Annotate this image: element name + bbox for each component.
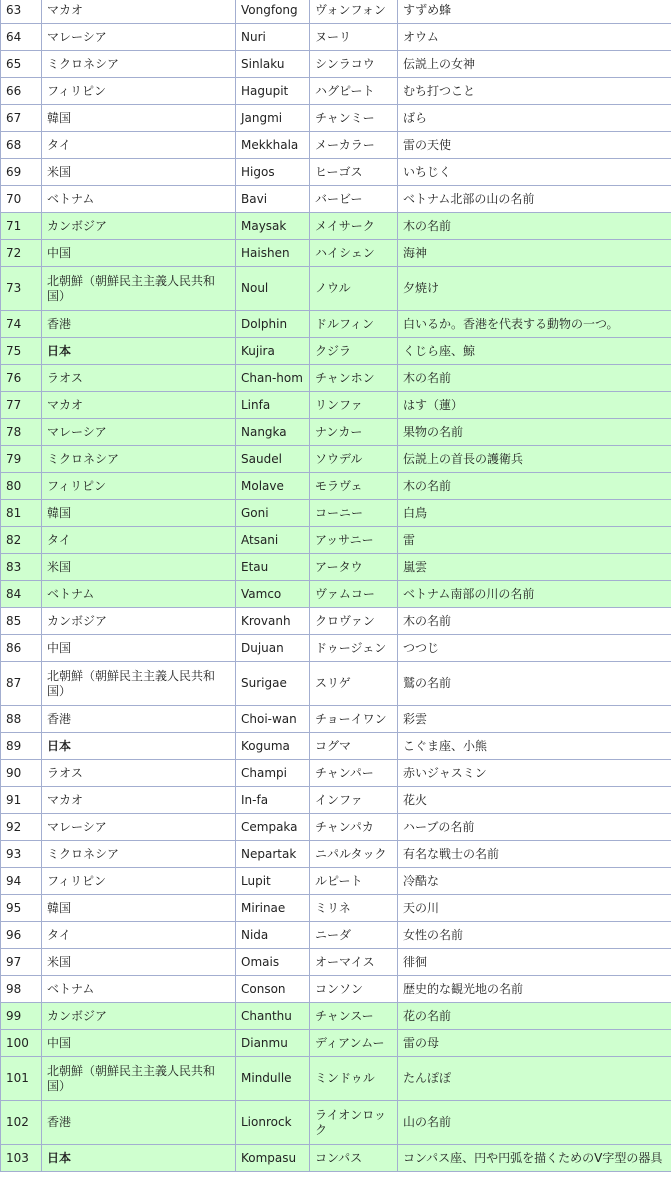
table-row xyxy=(1,365,671,392)
typhoon-name-cell: Saudel xyxy=(236,446,310,473)
meaning-cell: 山の名前 xyxy=(398,1101,671,1145)
katakana-name-cell: ヴォンフォン xyxy=(310,0,398,24)
row-number-cell: 77 xyxy=(1,392,42,419)
meaning-cell: 木の名前 xyxy=(398,608,671,635)
meaning-cell: 夕焼け xyxy=(398,267,671,311)
country-cell: ベトナム xyxy=(42,581,236,608)
katakana-name-cell: ソウデル xyxy=(310,446,398,473)
table-row xyxy=(1,240,671,267)
katakana-name-cell: ナンカー xyxy=(310,419,398,446)
country-cell: 香港 xyxy=(42,1101,236,1145)
typhoon-name-cell: Conson xyxy=(236,976,310,1003)
typhoon-name-cell: Mindulle xyxy=(236,1057,310,1101)
katakana-name-cell: チョーイワン xyxy=(310,706,398,733)
meaning-cell: 天の川 xyxy=(398,895,671,922)
katakana-name-cell: シンラコウ xyxy=(310,51,398,78)
katakana-name-cell: ヌーリ xyxy=(310,24,398,51)
country-cell: ラオス xyxy=(42,760,236,787)
table-row xyxy=(1,608,671,635)
meaning-cell: つつじ xyxy=(398,635,671,662)
meaning-cell: 女性の名前 xyxy=(398,922,671,949)
katakana-name-cell: ドゥージェン xyxy=(310,635,398,662)
meaning-cell: 有名な戦士の名前 xyxy=(398,841,671,868)
table-row xyxy=(1,500,671,527)
meaning-cell: 果物の名前 xyxy=(398,419,671,446)
country-cell: タイ xyxy=(42,527,236,554)
country-cell: フィリピン xyxy=(42,868,236,895)
meaning-cell: ベトナム北部の山の名前 xyxy=(398,186,671,213)
row-number-cell: 83 xyxy=(1,554,42,581)
row-number-cell: 99 xyxy=(1,1003,42,1030)
katakana-name-cell: コンパス xyxy=(310,1145,398,1172)
country-cell: 日本 xyxy=(42,733,236,760)
country-cell: ラオス xyxy=(42,365,236,392)
row-number-cell: 64 xyxy=(1,24,42,51)
katakana-name-cell: ハイシェン xyxy=(310,240,398,267)
country-cell: 北朝鮮（朝鮮民主主義人民共和国） xyxy=(42,1057,236,1101)
table-row xyxy=(1,392,671,419)
meaning-cell: すずめ蜂 xyxy=(398,0,671,24)
meaning-cell: オウム xyxy=(398,24,671,51)
typhoon-name-cell: Krovanh xyxy=(236,608,310,635)
meaning-cell: 嵐雲 xyxy=(398,554,671,581)
katakana-name-cell: ニーダ xyxy=(310,922,398,949)
country-cell: 韓国 xyxy=(42,105,236,132)
typhoon-name-cell: Dianmu xyxy=(236,1030,310,1057)
typhoon-name-cell: Surigae xyxy=(236,662,310,706)
katakana-name-cell: クジラ xyxy=(310,338,398,365)
katakana-name-cell: コンソン xyxy=(310,976,398,1003)
table-row xyxy=(1,51,671,78)
table-row xyxy=(1,868,671,895)
katakana-name-cell: チャンパカ xyxy=(310,814,398,841)
country-cell: 中国 xyxy=(42,240,236,267)
katakana-name-cell: チャンパー xyxy=(310,760,398,787)
table-row xyxy=(1,581,671,608)
typhoon-name-cell: Nuri xyxy=(236,24,310,51)
table-row xyxy=(1,922,671,949)
katakana-name-cell: コグマ xyxy=(310,733,398,760)
country-cell: マレーシア xyxy=(42,814,236,841)
row-number-cell: 70 xyxy=(1,186,42,213)
katakana-name-cell: オーマイス xyxy=(310,949,398,976)
typhoon-name-cell: Maysak xyxy=(236,213,310,240)
country-cell: カンボジア xyxy=(42,1003,236,1030)
table-row xyxy=(1,267,671,311)
row-number-cell: 79 xyxy=(1,446,42,473)
country-cell: ミクロネシア xyxy=(42,446,236,473)
table-row xyxy=(1,419,671,446)
row-number-cell: 100 xyxy=(1,1030,42,1057)
row-number-cell: 103 xyxy=(1,1145,42,1172)
katakana-name-cell: メーカラー xyxy=(310,132,398,159)
typhoon-name-cell: Chanthu xyxy=(236,1003,310,1030)
country-cell: 韓国 xyxy=(42,895,236,922)
table-row xyxy=(1,1145,671,1172)
row-number-cell: 65 xyxy=(1,51,42,78)
typhoon-name-cell: Kujira xyxy=(236,338,310,365)
meaning-cell: ベトナム南部の川の名前 xyxy=(398,581,671,608)
table-row xyxy=(1,814,671,841)
table-row xyxy=(1,635,671,662)
table-body xyxy=(1,0,671,1172)
typhoon-name-cell: Choi-wan xyxy=(236,706,310,733)
katakana-name-cell: ディアンムー xyxy=(310,1030,398,1057)
typhoon-name-cell: Bavi xyxy=(236,186,310,213)
katakana-name-cell: コーニー xyxy=(310,500,398,527)
table-row xyxy=(1,213,671,240)
typhoon-name-cell: Kompasu xyxy=(236,1145,310,1172)
row-number-cell: 72 xyxy=(1,240,42,267)
katakana-name-cell: ライオンロック xyxy=(310,1101,398,1145)
katakana-name-cell: アッサニー xyxy=(310,527,398,554)
meaning-cell: ハーブの名前 xyxy=(398,814,671,841)
country-cell: 日本 xyxy=(42,1145,236,1172)
katakana-name-cell: メイサーク xyxy=(310,213,398,240)
meaning-cell: ばら xyxy=(398,105,671,132)
row-number-cell: 93 xyxy=(1,841,42,868)
row-number-cell: 69 xyxy=(1,159,42,186)
country-cell: 香港 xyxy=(42,706,236,733)
katakana-name-cell: チャンスー xyxy=(310,1003,398,1030)
table-row xyxy=(1,1101,671,1145)
row-number-cell: 78 xyxy=(1,419,42,446)
table-row xyxy=(1,760,671,787)
table-row xyxy=(1,554,671,581)
meaning-cell: いちじく xyxy=(398,159,671,186)
row-number-cell: 101 xyxy=(1,1057,42,1101)
country-cell: ベトナム xyxy=(42,976,236,1003)
table-row xyxy=(1,895,671,922)
typhoon-name-cell: Etau xyxy=(236,554,310,581)
typhoon-name-cell: Vongfong xyxy=(236,0,310,24)
typhoon-name-cell: Higos xyxy=(236,159,310,186)
katakana-name-cell: ノウル xyxy=(310,267,398,311)
typhoon-name-cell: Haishen xyxy=(236,240,310,267)
table-row xyxy=(1,733,671,760)
table-row xyxy=(1,787,671,814)
table-row xyxy=(1,473,671,500)
katakana-name-cell: スリゲ xyxy=(310,662,398,706)
row-number-cell: 71 xyxy=(1,213,42,240)
table-row xyxy=(1,338,671,365)
row-number-cell: 67 xyxy=(1,105,42,132)
typhoon-name-cell: Noul xyxy=(236,267,310,311)
meaning-cell: 木の名前 xyxy=(398,213,671,240)
meaning-cell: 伝説上の首長の護衛兵 xyxy=(398,446,671,473)
typhoon-name-cell: Chan-hom xyxy=(236,365,310,392)
meaning-cell: 歴史的な観光地の名前 xyxy=(398,976,671,1003)
meaning-cell: 白鳥 xyxy=(398,500,671,527)
table-row xyxy=(1,841,671,868)
country-cell: 米国 xyxy=(42,949,236,976)
row-number-cell: 73 xyxy=(1,267,42,311)
row-number-cell: 86 xyxy=(1,635,42,662)
country-cell: ミクロネシア xyxy=(42,841,236,868)
katakana-name-cell: モラヴェ xyxy=(310,473,398,500)
row-number-cell: 89 xyxy=(1,733,42,760)
meaning-cell: 雷の天使 xyxy=(398,132,671,159)
meaning-cell: 海神 xyxy=(398,240,671,267)
typhoon-name-cell: Nepartak xyxy=(236,841,310,868)
country-cell: 米国 xyxy=(42,554,236,581)
country-cell: カンボジア xyxy=(42,213,236,240)
katakana-name-cell: チャンホン xyxy=(310,365,398,392)
country-cell: 日本 xyxy=(42,338,236,365)
row-number-cell: 81 xyxy=(1,500,42,527)
table-row xyxy=(1,1030,671,1057)
katakana-name-cell: ミリネ xyxy=(310,895,398,922)
typhoon-name-cell: Champi xyxy=(236,760,310,787)
meaning-cell: はす（蓮） xyxy=(398,392,671,419)
country-cell: 米国 xyxy=(42,159,236,186)
meaning-cell: たんぽぽ xyxy=(398,1057,671,1101)
typhoon-name-cell: Goni xyxy=(236,500,310,527)
country-cell: マレーシア xyxy=(42,419,236,446)
meaning-cell: 伝説上の女神 xyxy=(398,51,671,78)
row-number-cell: 68 xyxy=(1,132,42,159)
typhoon-name-cell: Omais xyxy=(236,949,310,976)
meaning-cell: 白いるか。香港を代表する動物の一つ。 xyxy=(398,311,671,338)
row-number-cell: 63 xyxy=(1,0,42,24)
typhoon-name-cell: Mekkhala xyxy=(236,132,310,159)
row-number-cell: 92 xyxy=(1,814,42,841)
country-cell: タイ xyxy=(42,132,236,159)
country-cell: マカオ xyxy=(42,0,236,24)
country-cell: カンボジア xyxy=(42,608,236,635)
row-number-cell: 85 xyxy=(1,608,42,635)
katakana-name-cell: アータウ xyxy=(310,554,398,581)
table-row xyxy=(1,976,671,1003)
row-number-cell: 91 xyxy=(1,787,42,814)
table-row xyxy=(1,0,671,24)
meaning-cell: 赤いジャスミン xyxy=(398,760,671,787)
row-number-cell: 75 xyxy=(1,338,42,365)
row-number-cell: 96 xyxy=(1,922,42,949)
country-cell: 韓国 xyxy=(42,500,236,527)
table-row xyxy=(1,527,671,554)
meaning-cell: 花の名前 xyxy=(398,1003,671,1030)
table-row xyxy=(1,132,671,159)
country-cell: マカオ xyxy=(42,787,236,814)
table-row xyxy=(1,24,671,51)
typhoon-name-cell: Sinlaku xyxy=(236,51,310,78)
country-cell: 北朝鮮（朝鮮民主主義人民共和国） xyxy=(42,662,236,706)
typhoon-name-cell: Lionrock xyxy=(236,1101,310,1145)
country-cell: 中国 xyxy=(42,635,236,662)
katakana-name-cell: ヒーゴス xyxy=(310,159,398,186)
typhoon-name-cell: Lupit xyxy=(236,868,310,895)
country-cell: フィリピン xyxy=(42,473,236,500)
country-cell: 香港 xyxy=(42,311,236,338)
row-number-cell: 90 xyxy=(1,760,42,787)
table-row xyxy=(1,186,671,213)
katakana-name-cell: リンファ xyxy=(310,392,398,419)
typhoon-name-cell: Dolphin xyxy=(236,311,310,338)
country-cell: マカオ xyxy=(42,392,236,419)
table-row xyxy=(1,706,671,733)
row-number-cell: 94 xyxy=(1,868,42,895)
country-cell: ベトナム xyxy=(42,186,236,213)
row-number-cell: 82 xyxy=(1,527,42,554)
country-cell: マレーシア xyxy=(42,24,236,51)
row-number-cell: 98 xyxy=(1,976,42,1003)
typhoon-name-cell: Dujuan xyxy=(236,635,310,662)
meaning-cell: 鷲の名前 xyxy=(398,662,671,706)
country-cell: フィリピン xyxy=(42,78,236,105)
meaning-cell: 彩雲 xyxy=(398,706,671,733)
meaning-cell: 花火 xyxy=(398,787,671,814)
typhoon-name-cell: Linfa xyxy=(236,392,310,419)
table-row xyxy=(1,662,671,706)
meaning-cell: こぐま座、小熊 xyxy=(398,733,671,760)
meaning-cell: 冷酷な xyxy=(398,868,671,895)
typhoon-name-cell: Atsani xyxy=(236,527,310,554)
katakana-name-cell: バービー xyxy=(310,186,398,213)
table-row xyxy=(1,446,671,473)
typhoon-name-cell: Cempaka xyxy=(236,814,310,841)
typhoon-name-cell: Vamco xyxy=(236,581,310,608)
typhoon-name-cell: Mirinae xyxy=(236,895,310,922)
meaning-cell: 雷の母 xyxy=(398,1030,671,1057)
meaning-cell: 雷 xyxy=(398,527,671,554)
row-number-cell: 80 xyxy=(1,473,42,500)
meaning-cell: 木の名前 xyxy=(398,473,671,500)
country-cell: 中国 xyxy=(42,1030,236,1057)
katakana-name-cell: ハグピート xyxy=(310,78,398,105)
meaning-cell: くじら座、鯨 xyxy=(398,338,671,365)
meaning-cell: コンパス座、円や円弧を描くためのV字型の器具 xyxy=(398,1145,671,1172)
row-number-cell: 87 xyxy=(1,662,42,706)
row-number-cell: 74 xyxy=(1,311,42,338)
typhoon-name-cell: In-fa xyxy=(236,787,310,814)
country-cell: ミクロネシア xyxy=(42,51,236,78)
table-row xyxy=(1,105,671,132)
katakana-name-cell: ミンドゥル xyxy=(310,1057,398,1101)
typhoon-name-cell: Nangka xyxy=(236,419,310,446)
meaning-cell: むち打つこと xyxy=(398,78,671,105)
table-row xyxy=(1,1003,671,1030)
row-number-cell: 66 xyxy=(1,78,42,105)
katakana-name-cell: ヴァムコー xyxy=(310,581,398,608)
katakana-name-cell: ドルフィン xyxy=(310,311,398,338)
katakana-name-cell: インファ xyxy=(310,787,398,814)
katakana-name-cell: チャンミー xyxy=(310,105,398,132)
row-number-cell: 102 xyxy=(1,1101,42,1145)
typhoon-name-cell: Hagupit xyxy=(236,78,310,105)
katakana-name-cell: ルピート xyxy=(310,868,398,895)
typhoon-name-cell: Jangmi xyxy=(236,105,310,132)
katakana-name-cell: クロヴァン xyxy=(310,608,398,635)
table-row xyxy=(1,311,671,338)
country-cell: 北朝鮮（朝鮮民主主義人民共和国） xyxy=(42,267,236,311)
typhoon-name-cell: Koguma xyxy=(236,733,310,760)
row-number-cell: 95 xyxy=(1,895,42,922)
table-row xyxy=(1,1057,671,1101)
table-row xyxy=(1,949,671,976)
katakana-name-cell: ニパルタック xyxy=(310,841,398,868)
row-number-cell: 97 xyxy=(1,949,42,976)
table-row xyxy=(1,159,671,186)
typhoon-name-cell: Nida xyxy=(236,922,310,949)
meaning-cell: 徘徊 xyxy=(398,949,671,976)
row-number-cell: 84 xyxy=(1,581,42,608)
row-number-cell: 76 xyxy=(1,365,42,392)
country-cell: タイ xyxy=(42,922,236,949)
row-number-cell: 88 xyxy=(1,706,42,733)
meaning-cell: 木の名前 xyxy=(398,365,671,392)
typhoon-name-cell: Molave xyxy=(236,473,310,500)
table-row xyxy=(1,78,671,105)
